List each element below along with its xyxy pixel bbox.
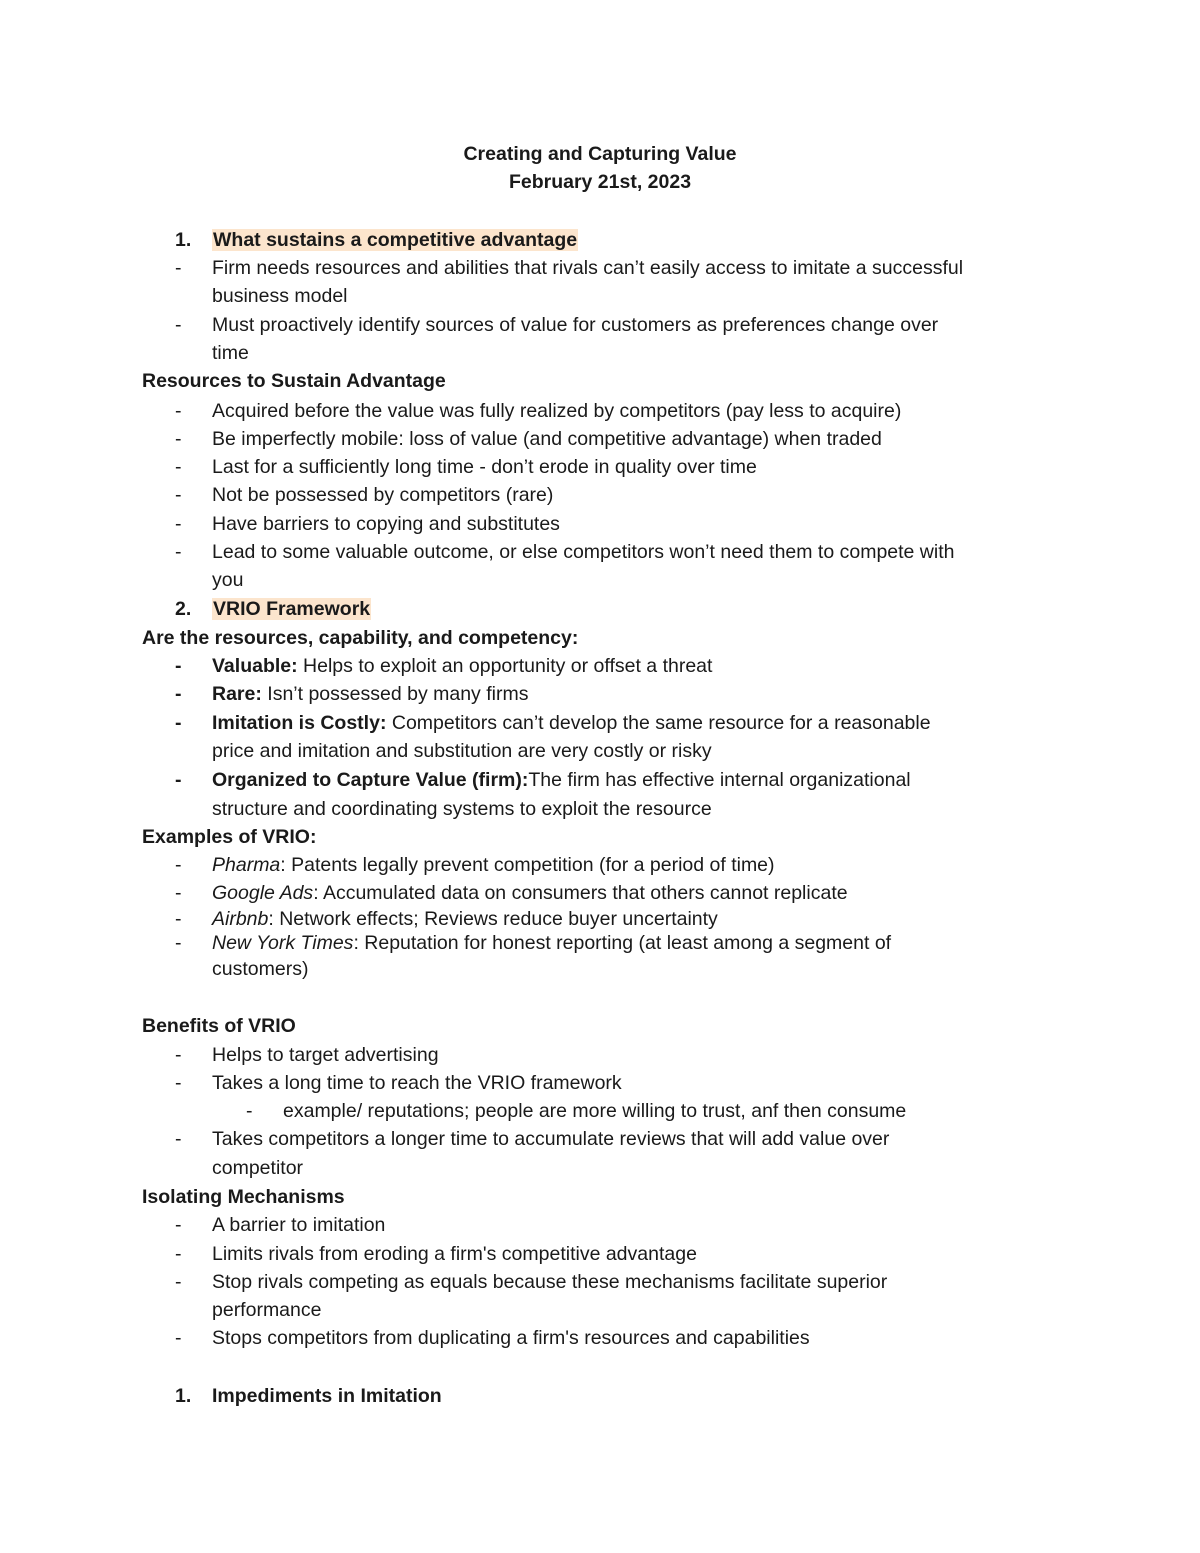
section-number: 1. (175, 1385, 192, 1407)
list-item: Google Ads: Accumulated data on consumers that others cannot replicate (212, 882, 848, 904)
section-title: VRIO Framework (213, 598, 371, 620)
bullet-dash: - (175, 1327, 182, 1349)
list-item: Be imperfectly mobile: loss of value (and competitive advantage) when traded (212, 428, 882, 450)
bullet-dash: - (175, 1271, 182, 1293)
list-item: Firm needs resources and abilities that rivals can’t easily access to imitate a successful (212, 257, 964, 279)
section-heading: Benefits of VRIO (142, 1015, 296, 1037)
section-heading: Examples of VRIO: (142, 826, 317, 848)
bullet-dash: - (175, 1214, 182, 1236)
bullet-dash: - (175, 400, 182, 422)
list-item: Pharma: Patents legally prevent competition (for a period of time) (212, 854, 775, 876)
list-item: Imitation is Costly: Competitors can’t develop the same resource for a reasonable (212, 712, 931, 734)
list-item-continuation: performance (212, 1299, 322, 1321)
list-item: Stop rivals competing as equals because these mechanisms facilitate superior (212, 1271, 888, 1293)
bullet-dash: - (175, 932, 182, 954)
bullet-dash: - (175, 1044, 182, 1066)
list-item: Not be possessed by competitors (rare) (212, 484, 554, 506)
bullet-dash: - (175, 1072, 182, 1094)
section-heading: Resources to Sustain Advantage (142, 370, 446, 392)
bullet-dash: - (175, 908, 182, 930)
bullet-dash: - (175, 854, 182, 876)
bullet-dash: - (175, 1128, 182, 1150)
list-item-continuation: time (212, 342, 249, 364)
list-item: Have barriers to copying and substitutes (212, 513, 560, 535)
list-item-continuation: business model (212, 285, 348, 307)
list-item: Acquired before the value was fully realized by competitors (pay less to acquire) (212, 400, 902, 422)
list-item-continuation: competitor (212, 1157, 304, 1179)
list-item: Takes competitors a longer time to accumulate reviews that will add value over (212, 1128, 890, 1150)
list-item: Last for a sufficiently long time - don’t erode in quality over time (212, 456, 757, 478)
section-number: 2. (175, 598, 192, 620)
section-title: What sustains a competitive advantage (213, 229, 578, 251)
section-title: Impediments in Imitation (212, 1385, 442, 1407)
list-item-continuation: customers) (212, 958, 309, 980)
list-item: Stops competitors from duplicating a firm's resources and capabilities (212, 1327, 810, 1349)
section-heading: Isolating Mechanisms (142, 1186, 345, 1208)
document-date: February 21st, 2023 (508, 171, 692, 193)
bullet-dash: - (175, 683, 182, 705)
list-item: Organized to Capture Value (firm):The firm has effective internal organizational (212, 769, 911, 791)
list-item: Must proactively identify sources of value for customers as preferences change over (212, 314, 939, 336)
list-item: Lead to some valuable outcome, or else competitors won’t need them to compete with (212, 541, 955, 563)
bullet-dash: - (175, 484, 182, 506)
sub-list-item: example/ reputations; people are more willing to trust, anf then consume (283, 1100, 907, 1122)
list-item: A barrier to imitation (212, 1214, 386, 1236)
list-item: Helps to target advertising (212, 1044, 439, 1066)
bullet-dash: - (175, 769, 182, 791)
bullet-dash: - (175, 513, 182, 535)
bullet-dash: - (246, 1100, 253, 1122)
list-item: Takes a long time to reach the VRIO framework (212, 1072, 622, 1094)
bullet-dash: - (175, 257, 182, 279)
bullet-dash: - (175, 428, 182, 450)
bullet-dash: - (175, 655, 182, 677)
bullet-dash: - (175, 1243, 182, 1265)
bullet-dash: - (175, 456, 182, 478)
list-item: New York Times: Reputation for honest reporting (at least among a segment of (212, 932, 892, 954)
list-item-continuation: structure and coordinating systems to exploit the resource (212, 798, 712, 820)
bullet-dash: - (175, 314, 182, 336)
bullet-dash: - (175, 541, 182, 563)
section-heading: Are the resources, capability, and competency: (142, 627, 579, 649)
list-item: Airbnb: Network effects; Reviews reduce buyer uncertainty (212, 908, 718, 930)
document-title: Creating and Capturing Value (463, 143, 737, 165)
bullet-dash: - (175, 712, 182, 734)
section-number: 1. (175, 229, 192, 251)
bullet-dash: - (175, 882, 182, 904)
list-item: Limits rivals from eroding a firm's competitive advantage (212, 1243, 697, 1265)
list-item-continuation: price and imitation and substitution are very costly or risky (212, 740, 712, 762)
list-item-continuation: you (212, 569, 244, 591)
list-item: Valuable: Helps to exploit an opportunity or offset a threat (212, 655, 713, 677)
list-item: Rare: Isn’t possessed by many firms (212, 683, 529, 705)
